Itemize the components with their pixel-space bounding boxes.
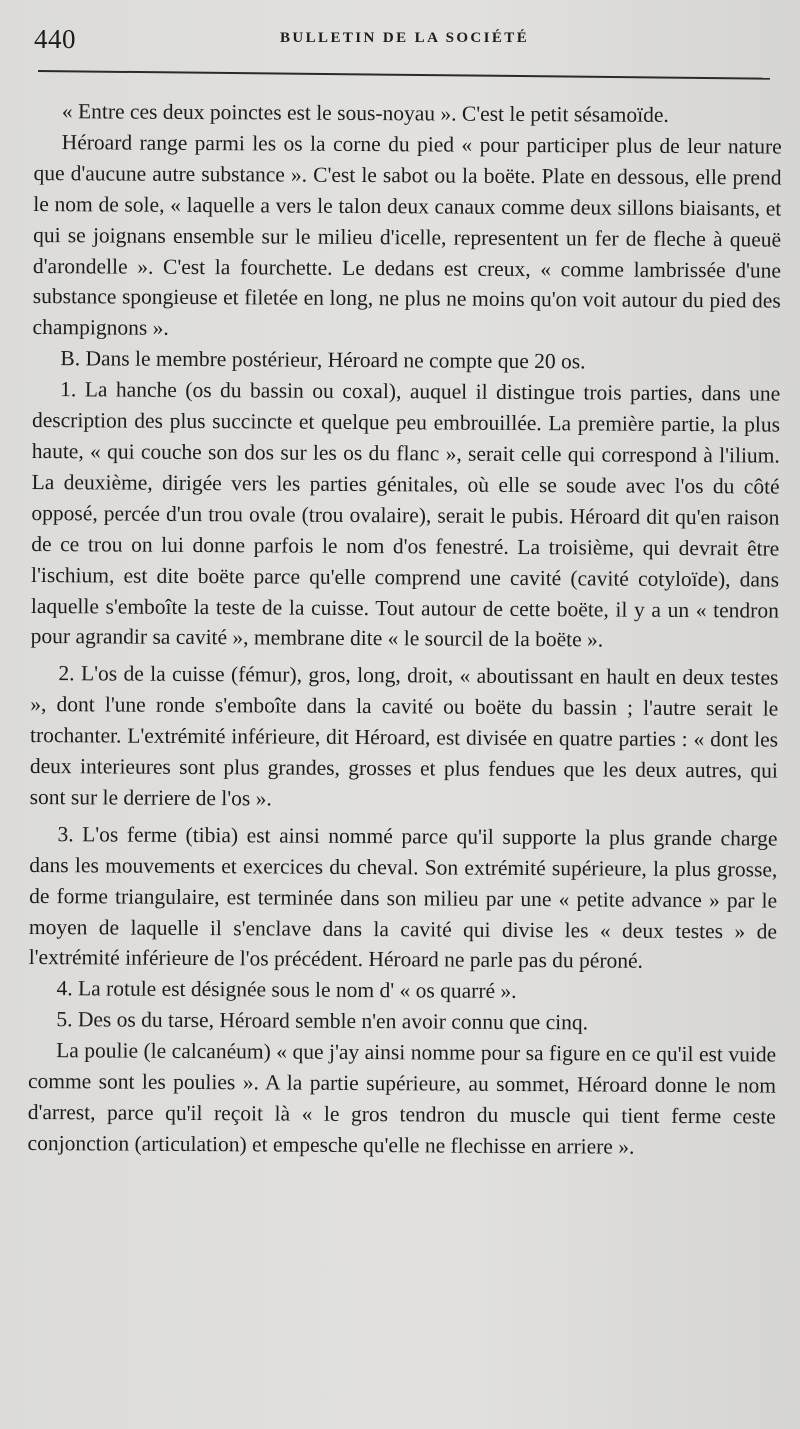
page-header bbox=[34, 24, 774, 64]
paragraph-hanche: 1. La hanche (os du bassin ou coxal), auquel il distingue trois parties, dans une description des plus succincte et quelque peu embrouillée. La première partie, la plus haute, « qui couche son dos sur les os du flanc », serait celle qui correspond à l'ilium. La deuxième, dirigée vers les parties génitales, où elle se soude avec l'os du côté opposé, percée d'un trou ovale (trou ovalaire), serait le pubis. Héroard dit qu'en raison de ce trou on lui donne parfois le nom d'os fenestré. La troisième, qui devrait être l'ischium, est dite boëte parce qu'elle comprend une cavité (cavité cotyloïde), dans laquelle s'emboîte la teste de la cuisse. Tout autour de cette boëte, il y a un « tendron pour agrandir sa cavité », membrane dite « le sourcil de la boëte ». bbox=[30, 377, 781, 652]
paragraph-membre-posterieur: B. Dans le membre postérieur, Héroard ne compte que 20 os. bbox=[60, 346, 586, 374]
paragraph-poulie: La poulie (le calcanéum) « que j'ay ainsi nomme pour sa figure en ce qu'il est vuide comme sont les poulies ». A la partie supérieure, au sommet, Héroard donne le nom d'arrest, parce qu'il reçoit là « le gros tendron du muscle qui tient ferme ceste conjonction (articulation) et empesche qu'elle ne flechisse en arriere ». bbox=[27, 1038, 777, 1159]
header-rule bbox=[38, 70, 770, 80]
paragraph-corne-du-pied: Héroard range parmi les os la corne du pied « pour participer plus de leur nature que d'aucune autre substance ». C'est le sabot ou la boëte. Plate en dessous, elle prend le nom de sole, « laquelle a vers le talon deux canaux comme deux sillons biaisants, et qui se joignans ensemble sur le milieu d'icelle, representent un fer de fleche à queuë d'arondelle ». C'est la fourchette. Le dedans est creux, « comme lambrissée d'une substance spongieuse et filetée en long, ne plus ne moins qu'on voit autour du pied des champignons ». bbox=[32, 130, 782, 341]
paragraph-rotule: 4. La rotule est désignée sous le nom d' « os quarré ». bbox=[56, 976, 517, 1004]
running-head: BULLETIN DE LA SOCIÉTÉ bbox=[280, 30, 530, 46]
paragraph-os-ferme: 3. L'os ferme (tibia) est ainsi nommé parce qu'il supporte la plus grande charge dans les mouvements et exercices du cheval. Son extrémité supérieure, la plus grosse, de forme triangulaire, est terminée dans son milieu par une « petite advance » par le moyen de laquelle il s'enclave dans la cavité qui divise les « deux testes » de l'extrémité inférieure de l'os précédent. Héroard ne parle pas du péroné. bbox=[28, 822, 778, 974]
paragraph-os-de-la-cuisse: 2. L'os de la cuisse (fémur), gros, long, droit, « aboutissant en hault en deux testes », dont l'une ronde s'emboîte dans la cavité ou boëte du bassin ; l'autre serait le trochanter. L'extrémité inférieure, dit Héroard, est divisée en quatre parties : « dont les deux interieures sont plus grandes, grosses et plus fendues que les deux autres, qui sont sur le derriere de l'os ». bbox=[29, 661, 779, 811]
paragraph-sous-noyau: « Entre ces deux poinctes est le sous-noyau ». C'est le petit sésamoïde. bbox=[61, 99, 669, 127]
body-text bbox=[28, 96, 782, 1163]
paragraph-tarse: 5. Des os du tarse, Héroard semble n'en avoir connu que cinq. bbox=[56, 1007, 589, 1035]
page-number: 440 bbox=[34, 24, 76, 54]
